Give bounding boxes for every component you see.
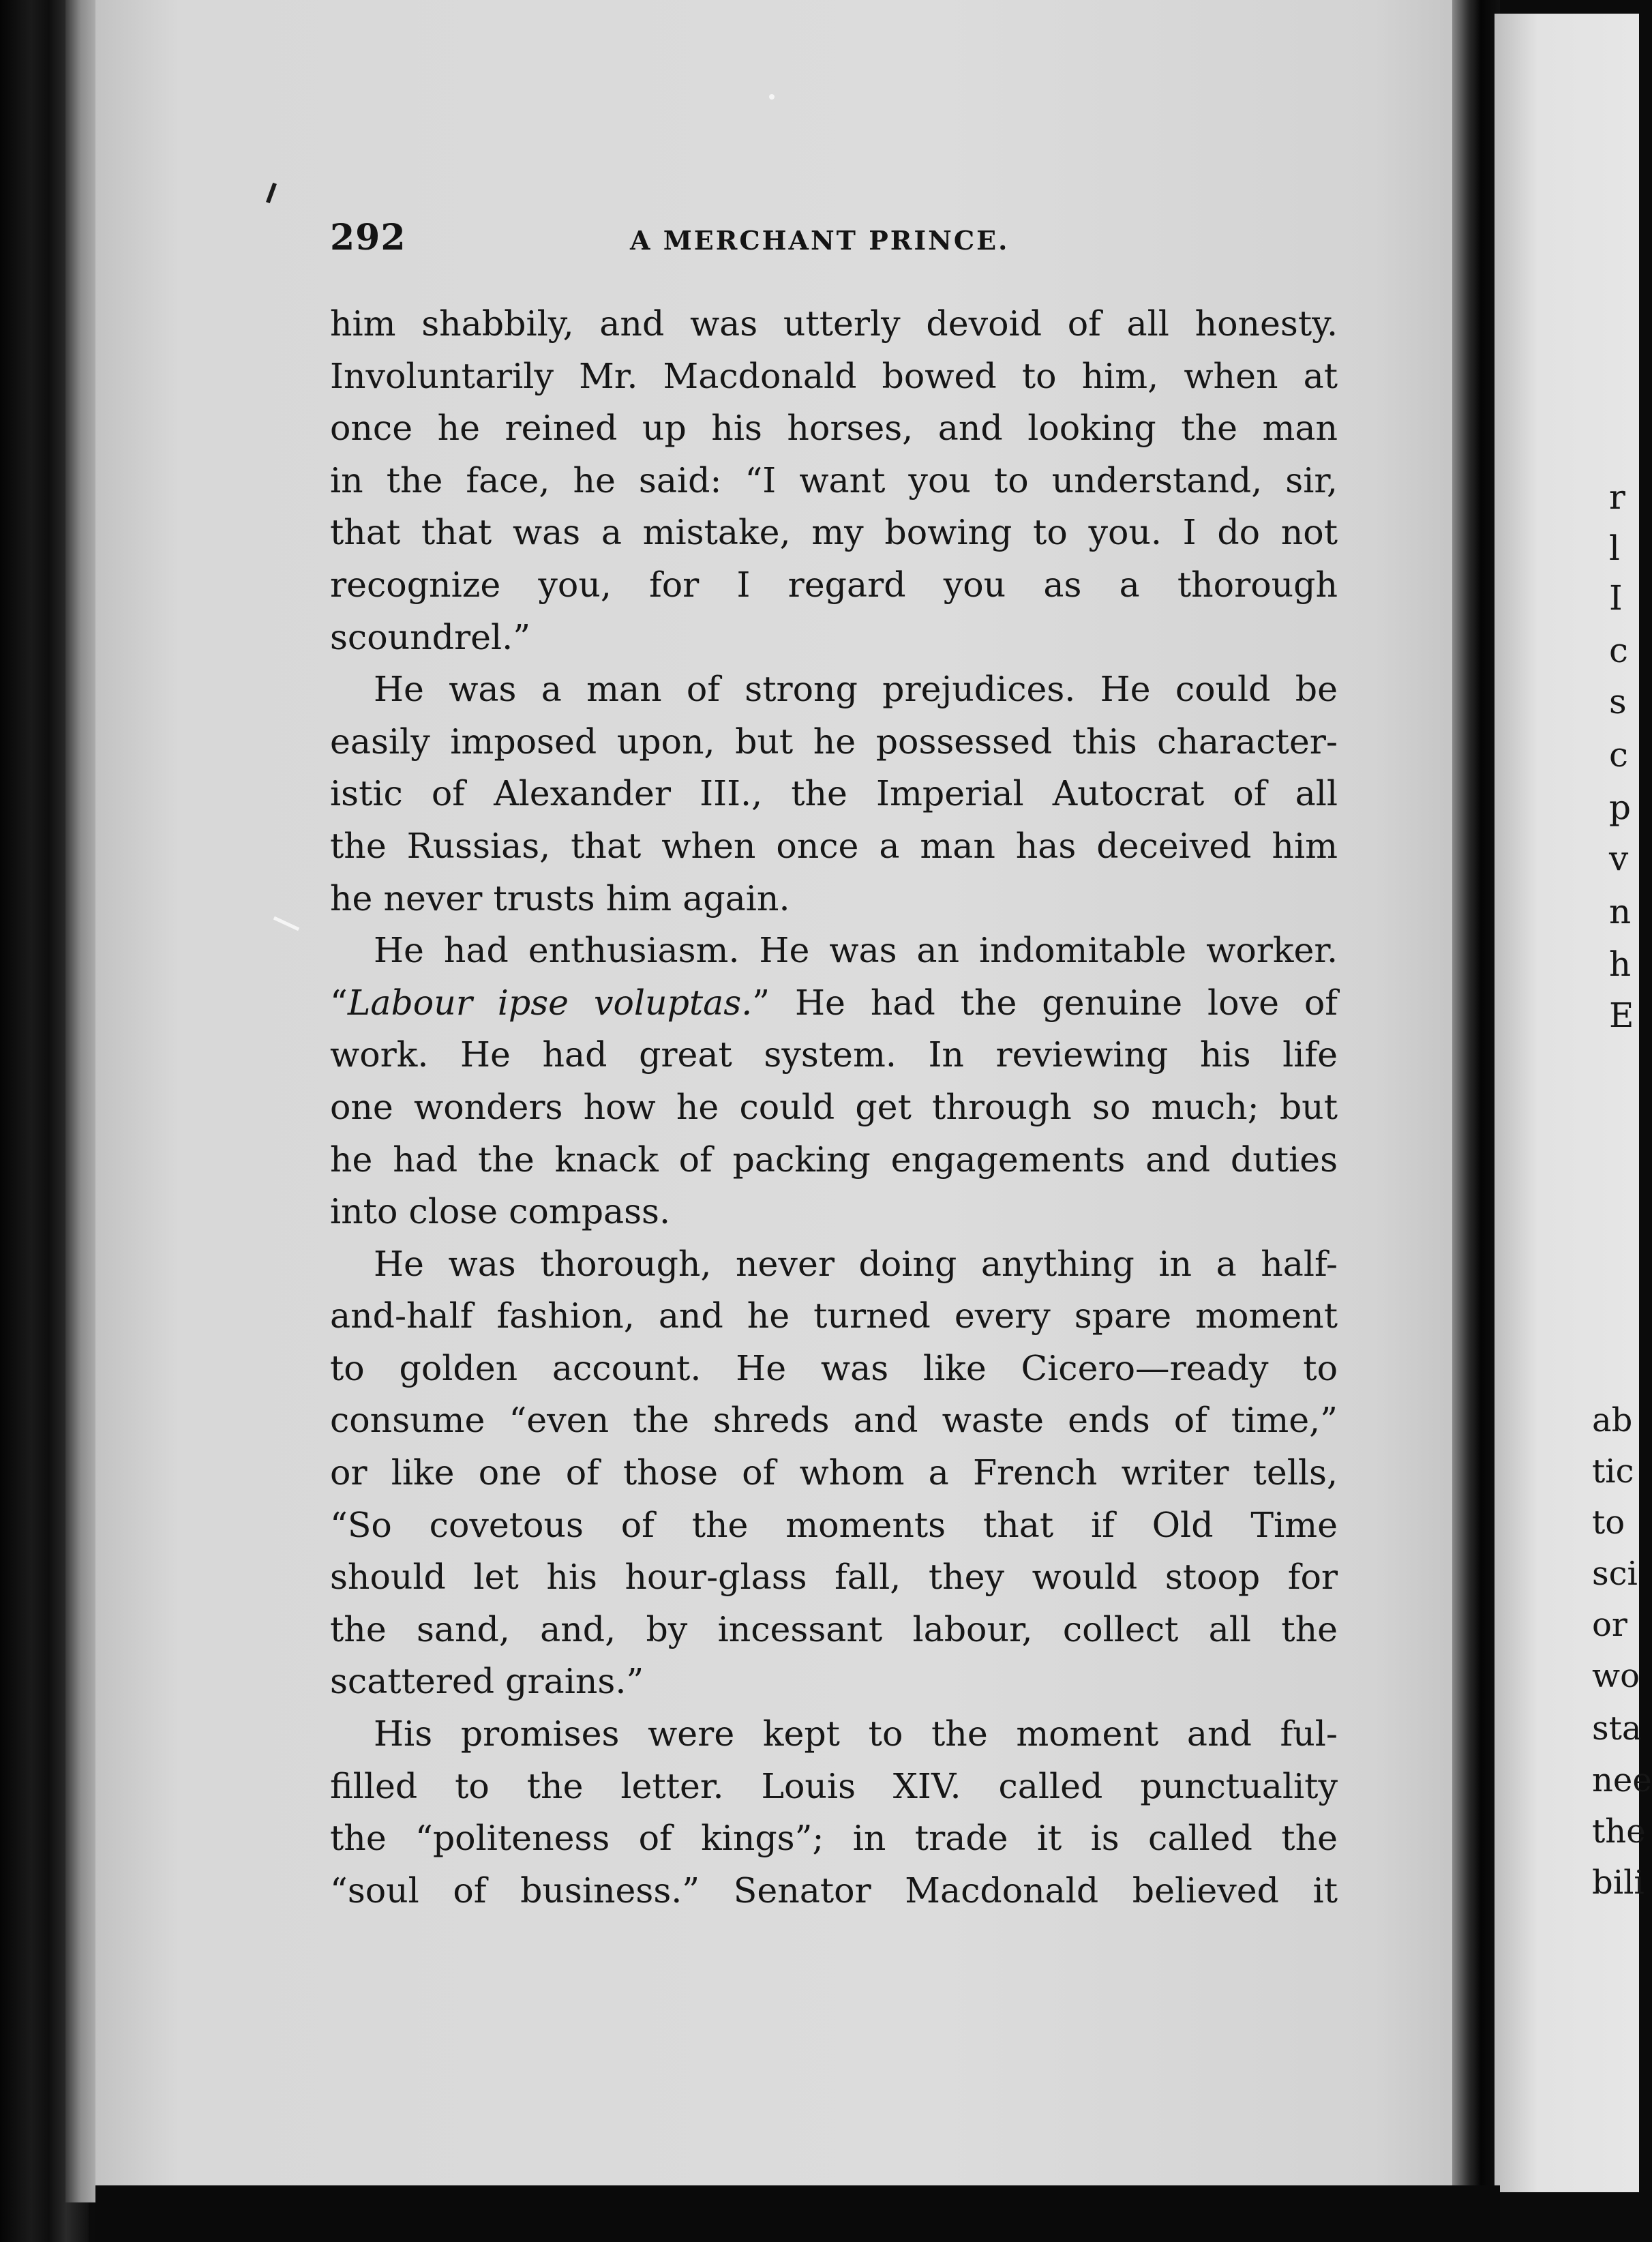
- text-line: and-half fashion, and he turned every spare moment: [330, 1296, 1338, 1336]
- facing-fragment: r: [1609, 477, 1625, 517]
- facing-fragment: p: [1609, 788, 1632, 827]
- text-line: should let his hour-glass fall, they would stoop for: [330, 1557, 1338, 1598]
- page-number: 292: [330, 217, 406, 258]
- text-line: to golden account. He was like Cicero—ready to: [330, 1347, 1338, 1388]
- facing-fragment: bili: [1592, 1864, 1645, 1902]
- scan-speck: [769, 94, 775, 100]
- facing-fragment: n: [1609, 892, 1632, 931]
- facing-fragment: or: [1592, 1606, 1627, 1644]
- facing-fragment: h: [1609, 944, 1632, 984]
- text-line: “So covetous of the moments that if Old Time: [330, 1504, 1338, 1545]
- text-line: the “politeness of kings”; in trade it is called the: [330, 1818, 1338, 1859]
- text-line: scoundrel.”: [330, 616, 531, 657]
- facing-fragment: tic: [1592, 1452, 1634, 1491]
- running-title: A MERCHANT PRINCE.: [630, 225, 1010, 256]
- text-line: into close compass.: [330, 1191, 671, 1232]
- text-line: istic of Alexander III., the Imperial Autocrat of all: [330, 773, 1338, 814]
- text-line: one wonders how he could get through so much; but: [330, 1086, 1338, 1127]
- facing-fragment: s: [1609, 682, 1627, 721]
- facing-fragment: to: [1592, 1504, 1625, 1542]
- text-line: in the face, he said: “I want you to understand, sir,: [330, 460, 1338, 500]
- facing-fragment: I: [1609, 578, 1623, 618]
- text-line: that that was a mistake, my bowing to you. I do not: [330, 512, 1338, 553]
- facing-fragment: v: [1609, 839, 1629, 878]
- facing-fragment: sta: [1592, 1709, 1642, 1748]
- text-line: consume “even the shreds and waste ends of time,”: [330, 1400, 1338, 1441]
- text-line: he never trusts him again.: [330, 878, 790, 918]
- text-line: him shabbily, and was utterly devoid of all honesty.: [330, 303, 1338, 344]
- text-line: once he reined up his horses, and looking the man: [330, 408, 1338, 449]
- text-line: His promises were kept to the moment and ful-: [374, 1714, 1338, 1754]
- text-line: “Labour ipse voluptas.” He had the genuine love of: [330, 982, 1338, 1023]
- text-line: scattered grains.”: [330, 1661, 644, 1702]
- text-line: “soul of business.” Senator Macdonald believed it: [330, 1870, 1338, 1911]
- text-line: work. He had great system. In reviewing his life: [330, 1034, 1338, 1075]
- text-line: or like one of those of whom a French writer tells,: [330, 1452, 1338, 1493]
- text-line: He was thorough, never doing anything in a half-: [374, 1243, 1338, 1284]
- facing-fragment: ab: [1592, 1401, 1633, 1439]
- facing-fragment: the: [1592, 1812, 1646, 1851]
- text-line: easily imposed upon, but he possessed this character-: [330, 721, 1338, 762]
- facing-fragment: c: [1609, 631, 1629, 670]
- text-line: He had enthusiasm. He was an indomitable worker.: [374, 930, 1338, 971]
- facing-fragment: E: [1609, 996, 1634, 1035]
- facing-fragment: nee: [1592, 1761, 1652, 1799]
- running-head: [330, 217, 1338, 265]
- latin-phrase: Labour ipse voluptas.: [347, 982, 753, 1023]
- text-line: recognize you, for I regard you as a thorough: [330, 564, 1338, 605]
- text-line: the sand, and, by incessant labour, collect all the: [330, 1609, 1338, 1649]
- facing-fragment: c: [1609, 735, 1629, 775]
- facing-fragment: sci: [1592, 1555, 1638, 1593]
- text-line: filled to the letter. Louis XIV. called punctuality: [330, 1765, 1338, 1806]
- bottom-shadow: [95, 2185, 1500, 2242]
- text-line: the Russias, that when once a man has deceived him: [330, 825, 1338, 866]
- body-text: [330, 298, 1338, 1917]
- facing-fragment: wo: [1592, 1657, 1640, 1695]
- facing-fragment: l: [1609, 528, 1620, 568]
- text-line: he had the knack of packing engagements and duties: [330, 1139, 1338, 1180]
- text-line: Involuntarily Mr. Macdonald bowed to him, when at: [330, 355, 1338, 396]
- book-gutter: [1452, 0, 1500, 2242]
- text-line: He was a man of strong prejudices. He could be: [374, 669, 1338, 710]
